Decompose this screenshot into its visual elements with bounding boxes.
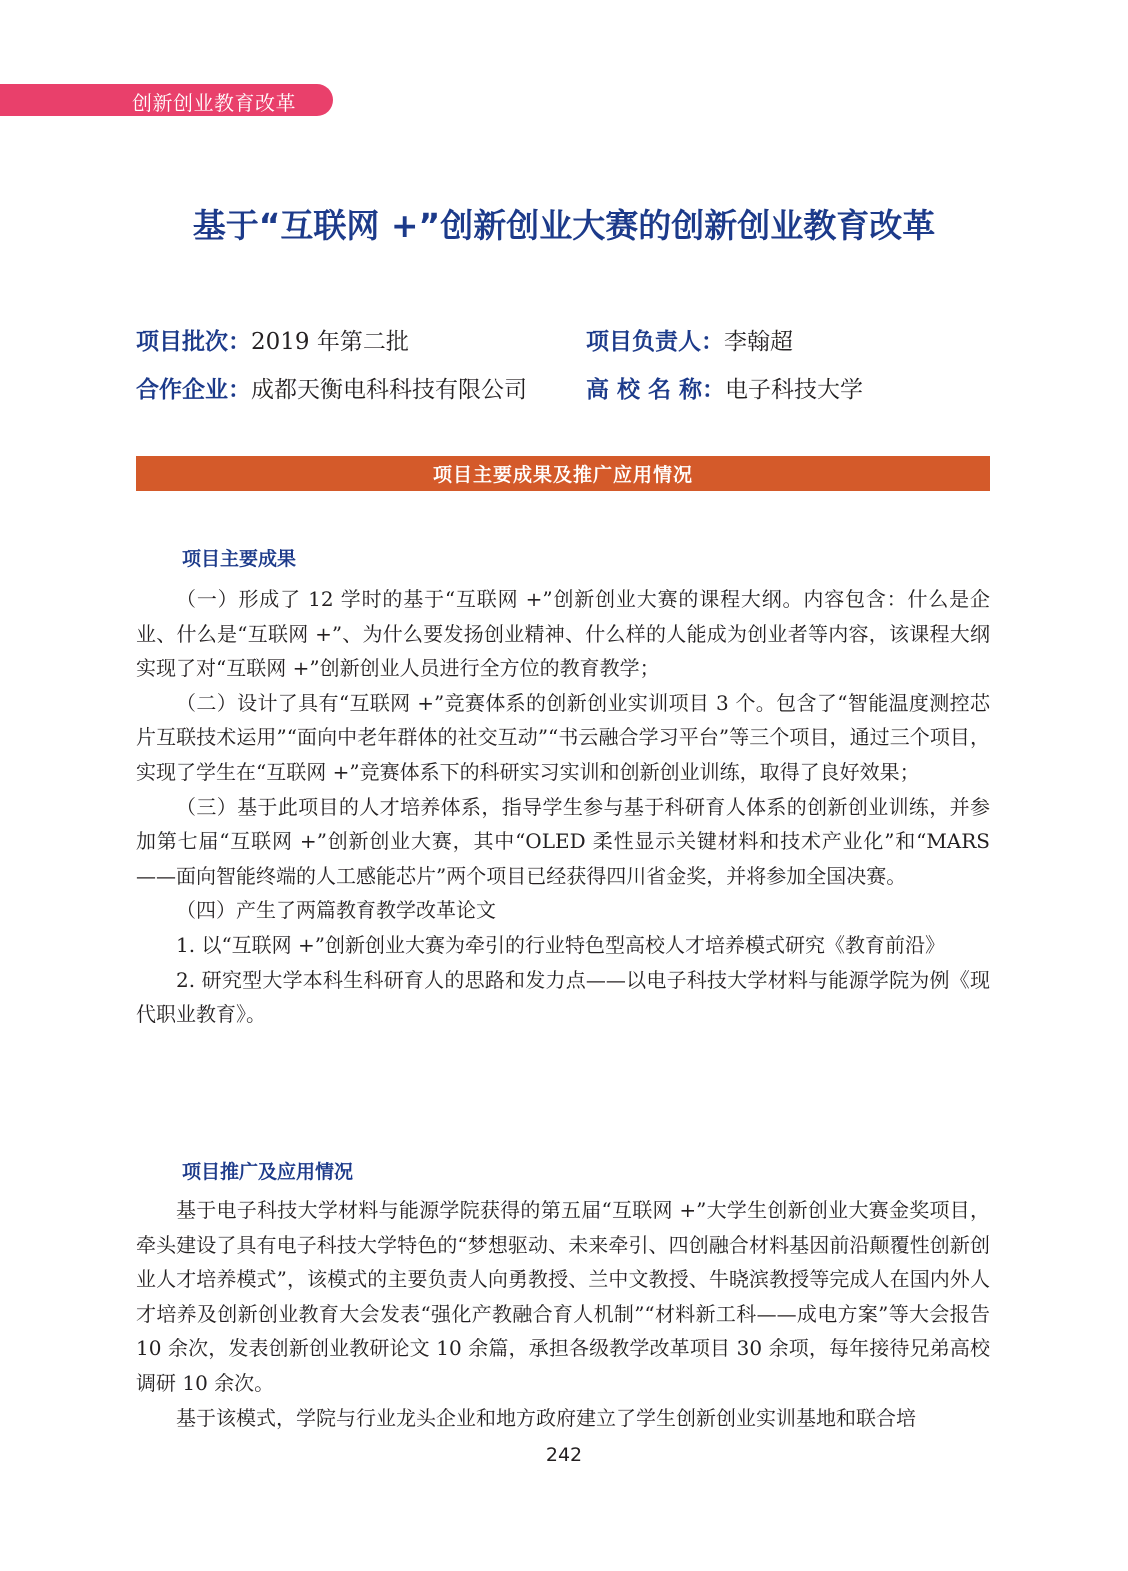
paragraph: （三）基于此项目的人才培养体系，指导学生参与基于科研育人体系的创新创业训练，并参加第七届“互联网 +”创新创业大赛，其中“OLED 柔性显示关键材料和技术产业化”和“MARS——面向智能终端的人工感能芯片”两个项目已经获得四川省金奖，并将参加全国决赛。 xyxy=(136,794,990,888)
paragraph: 1. 以“互联网 +”创新创业大赛为牵引的行业特色型高校人才培养模式研究《教育前沿》 xyxy=(176,932,946,957)
section-banner xyxy=(136,456,990,491)
batch-label: 项目批次： xyxy=(136,329,251,355)
school-label: 高 校 名 称： xyxy=(586,377,726,403)
section-heading-promotion: 项目推广及应用情况 xyxy=(182,1161,354,1183)
promotion-body xyxy=(136,1193,990,1435)
meta-school xyxy=(586,371,863,404)
leader-label: 项目负责人： xyxy=(586,329,724,355)
paragraph: （四）产生了两篇教育教学改革论文 xyxy=(176,898,496,923)
paragraph: 基于该模式，学院与行业龙头企业和地方政府建立了学生创新创业实训基地和联合培 xyxy=(176,1405,916,1430)
page-title: 基于“互联网 +”创新创业大赛的创新创业教育改革 xyxy=(192,206,936,245)
school-value: 电子科技大学 xyxy=(725,377,864,403)
leader-value: 李翰超 xyxy=(724,329,793,355)
achievements-body xyxy=(136,582,990,1032)
section-header-tab xyxy=(0,84,333,116)
page-number: 242 xyxy=(545,1444,583,1466)
section-heading-achievements: 项目主要成果 xyxy=(182,548,297,570)
paragraph: 2. 研究型大学本科生科研育人的思路和发力点——以电子科技大学材料与能源学院为例《现代职业教育》。 xyxy=(136,967,990,1027)
paragraph: 基于电子科技大学材料与能源学院获得的第五届“互联网 +”大学生创新创业大赛金奖项目，牵头建设了具有电子科技大学特色的“梦想驱动、未来牵引、四创融合材料基因前沿颠覆性创新创业人才培养模式”，该模式的主要负责人向勇教授、兰中文教授、牛晓滨教授等完成人在国内外人才培养及创新创业教育大会发表“强化产教融合育人机制”“材料新工科——成电方案”等大会报告 10 余次，发表创新创业教研论文 10 余篇，承担各级教学改革项目 30 余项，每年接待兄弟高校调研 10 余次。 xyxy=(136,1198,990,1395)
batch-value: 2019 年第二批 xyxy=(251,329,409,355)
section-header-label: 创新创业教育改革 xyxy=(132,91,296,115)
section-banner-label: 项目主要成果及推广应用情况 xyxy=(432,464,693,486)
paragraph: （一）形成了 12 学时的基于“互联网 +”创新创业大赛的课程大纲。内容包含：什么是企业、什么是“互联网 +”、为什么要发扬创业精神、什么样的人能成为创业者等内容，该课程大纲实现了对“互联网 +”创新创业人员进行全方位的教育教学； xyxy=(136,587,990,681)
company-label: 合作企业： xyxy=(136,377,251,403)
meta-leader xyxy=(586,323,793,356)
paragraph: （二）设计了具有“互联网 +”竞赛体系的创新创业实训项目 3 个。包含了“智能温度测控芯片互联技术运用”“面向中老年群体的社交互动”“书云融合学习平台”等三个项目，通过三个项目，实现了学生在“互联网 +”竞赛体系下的科研实习实训和创新创业训练，取得了良好效果； xyxy=(136,690,990,784)
meta-company xyxy=(136,371,527,404)
company-value: 成都天衡电科科技有限公司 xyxy=(251,377,527,403)
meta-batch xyxy=(136,323,409,356)
